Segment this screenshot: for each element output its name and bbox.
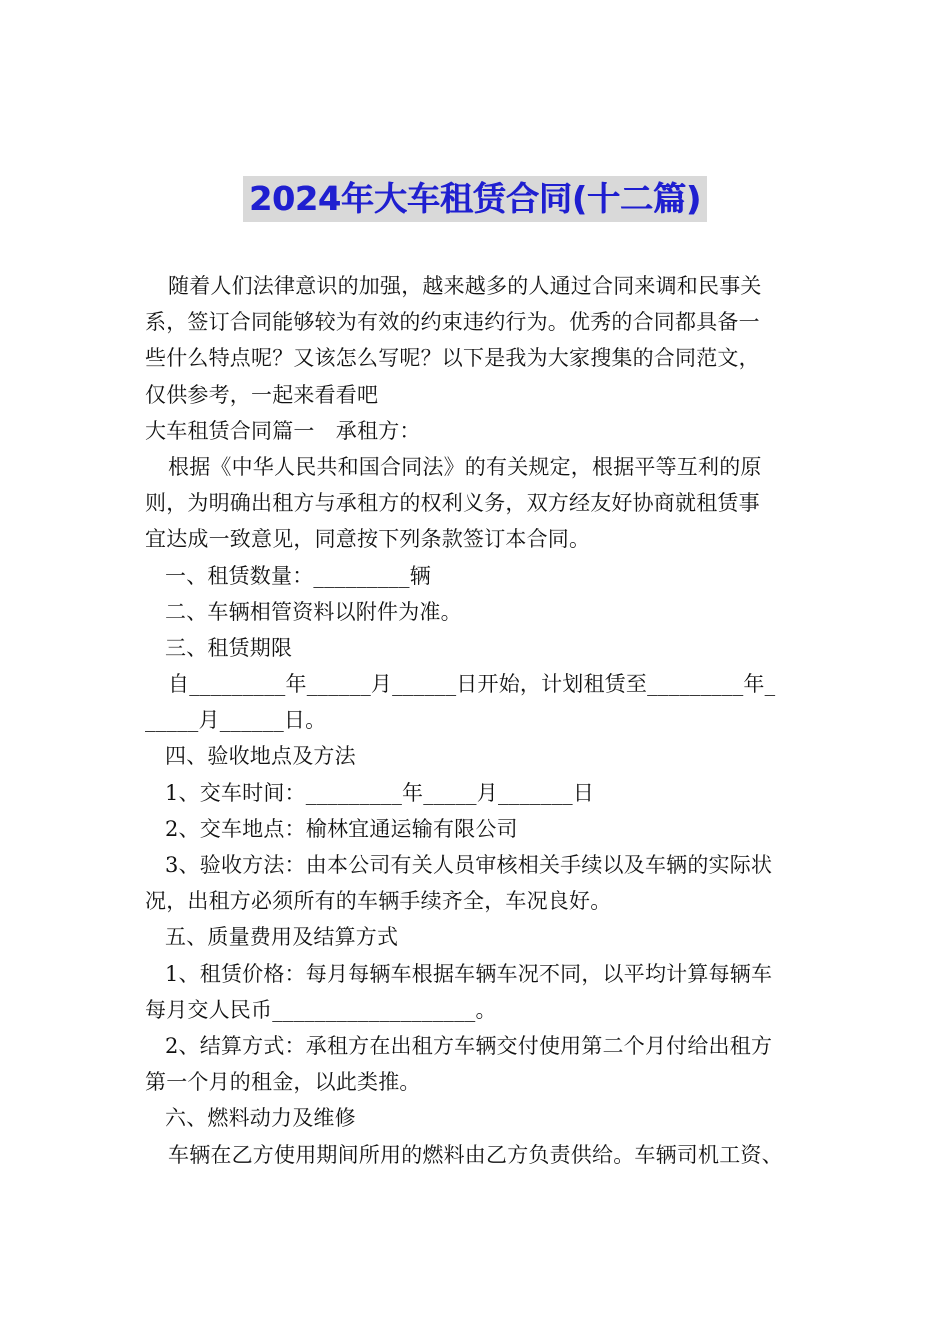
paragraph-line: 则，为明确出租方与承租方的权利义务，双方经友好协商就租赁事 xyxy=(145,491,760,516)
title-container xyxy=(0,176,950,222)
clause-heading: 四、验收地点及方法 xyxy=(165,744,356,769)
clause-line: 况，出租方必须所有的车辆手续齐全，车况良好。 xyxy=(145,889,612,914)
clause-line: 2、结算方式：承租方在出租方车辆交付使用第二个月付给出租方 xyxy=(165,1033,773,1058)
clause-line: 1、租赁价格：每月每辆车根据车辆车况不同，以平均计算每辆车 xyxy=(165,961,773,986)
clause-line: 车辆在乙方使用期间所用的燃料由乙方负责供给。车辆司机工资、 xyxy=(168,1142,783,1167)
paragraph-line: 系，签订合同能够较为有效的约束违约行为。优秀的合同都具备一 xyxy=(145,310,760,335)
clause-line: 3、验收方法：由本公司有关人员审核相关手续以及车辆的实际状 xyxy=(165,853,773,877)
clause-line: 一、租赁数量：_________辆 xyxy=(165,563,431,588)
clause-heading: 三、租赁期限 xyxy=(165,635,293,660)
clause-line: 2、交车地点：榆林宜通运输有限公司 xyxy=(165,816,518,841)
paragraph-line: 随着人们法律意识的加强，越来越多的人通过合同来调和民事关 xyxy=(168,274,762,298)
clause-line: 第一个月的租金，以此类推。 xyxy=(145,1070,421,1095)
paragraph-line: 根据《中华人民共和国合同法》的有关规定，根据平等互利的原 xyxy=(168,454,762,479)
clause-line: _____月______日。 xyxy=(145,708,327,733)
paragraph-line: 仅供参考，一起来看看吧 xyxy=(145,382,379,407)
document-body xyxy=(145,268,810,1173)
clause-line: 二、车辆相管资料以附件为准。 xyxy=(165,599,462,624)
clause-line: 1、交车时间：_________年_____月_______日 xyxy=(165,780,595,805)
paragraph-line: 宜达成一致意见，同意按下列条款签订本合同。 xyxy=(145,527,591,552)
clause-line: 自_________年______月______日开始，计划租赁至_________年_ xyxy=(168,672,776,697)
section-heading: 大车租赁合同篇一 承租方： xyxy=(145,418,421,443)
clause-line: 每月交人民币___________________。 xyxy=(145,997,497,1022)
paragraph-line: 些什么特点呢？又该怎么写呢？以下是我为大家搜集的合同范文， xyxy=(145,346,760,371)
clause-heading: 五、质量费用及结算方式 xyxy=(165,925,399,950)
clause-heading: 六、燃料动力及维修 xyxy=(165,1106,356,1131)
document-title: 2024年大车租赁合同(十二篇) xyxy=(243,176,707,222)
